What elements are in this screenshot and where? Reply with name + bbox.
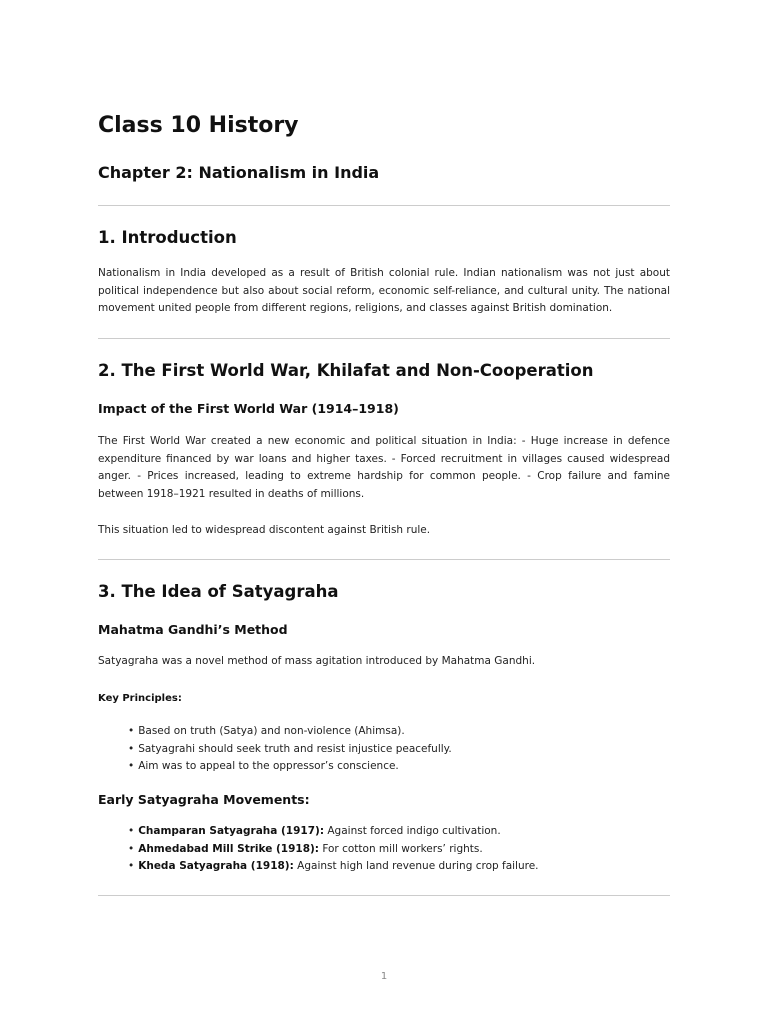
subheading-impact-ww1: Impact of the First World War (1914–1918) [98, 401, 399, 416]
section-heading-introduction: 1. Introduction [98, 228, 237, 247]
key-principles-list [128, 723, 452, 776]
list-item [128, 858, 539, 876]
satyagraha-paragraph: Satyagraha was a novel method of mass agitation introduced by Mahatma Gandhi. [98, 655, 536, 667]
bullet-icon: • [128, 842, 135, 855]
movement-name: Champaran Satyagraha (1917): [138, 825, 325, 837]
early-movements-list [128, 823, 539, 876]
movement-name: Ahmedabad Mill Strike (1918): [138, 842, 319, 855]
movement-description: Against forced indigo cultivation. [327, 825, 501, 837]
movement-name: Kheda Satyagraha (1918): [138, 860, 294, 872]
page-title: Class 10 History [98, 113, 299, 138]
bullet-icon: • [128, 742, 135, 755]
movement-description: For cotton mill workers’ rights. [322, 842, 483, 855]
divider [98, 338, 670, 339]
divider [98, 559, 670, 560]
movement-description: Against high land revenue during crop failure. [297, 860, 539, 872]
bullet-icon: • [128, 760, 135, 772]
ww1-conclusion-paragraph: This situation led to widespread discontent against British rule. [98, 524, 431, 536]
section-heading-first-world-war: 2. The First World War, Khilafat and Non-Cooperation [98, 361, 594, 380]
list-item [128, 823, 539, 841]
bullet-icon: • [128, 860, 135, 872]
ww1-paragraph: The First World War created a new economic and political situation in India: - Huge increase in defence expenditure financed by war loans and higher taxes. - Forced recruitment in villages caused widespread anger. - Prices increased, leading to extreme hardship for common people. - Crop failure and famine between 1918–1921 resulted in deaths of millions. [98, 435, 670, 500]
page-number: 1 [380, 971, 388, 982]
list-item: • Based on truth (Satya) and non-violence (Ahimsa). [128, 725, 405, 737]
subheading-gandhi-method: Mahatma Gandhi’s Method [98, 622, 288, 637]
key-principles-label: Key Principles: [98, 693, 182, 704]
divider [98, 895, 670, 896]
divider [98, 205, 670, 206]
list-item: • Aim was to appeal to the oppressor’s conscience. [128, 760, 399, 772]
chapter-subtitle: Chapter 2: Nationalism in India [98, 163, 380, 182]
bullet-icon: • [128, 825, 135, 837]
introduction-paragraph: Nationalism in India developed as a result of British colonial rule. Indian nationalism was not just about political independence but also about social reform, economic self-reliance, and cultural unity. The national movement united people from different regions, religions, and classes against British domination. [98, 267, 670, 314]
bullet-icon: • [128, 725, 135, 737]
section-heading-satyagraha: 3. The Idea of Satyagraha [98, 582, 339, 601]
subheading-early-movements: Early Satyagraha Movements: [98, 792, 310, 807]
list-item: • Satyagrahi should seek truth and resist injustice peacefully. [128, 742, 452, 755]
list-item [128, 841, 539, 859]
